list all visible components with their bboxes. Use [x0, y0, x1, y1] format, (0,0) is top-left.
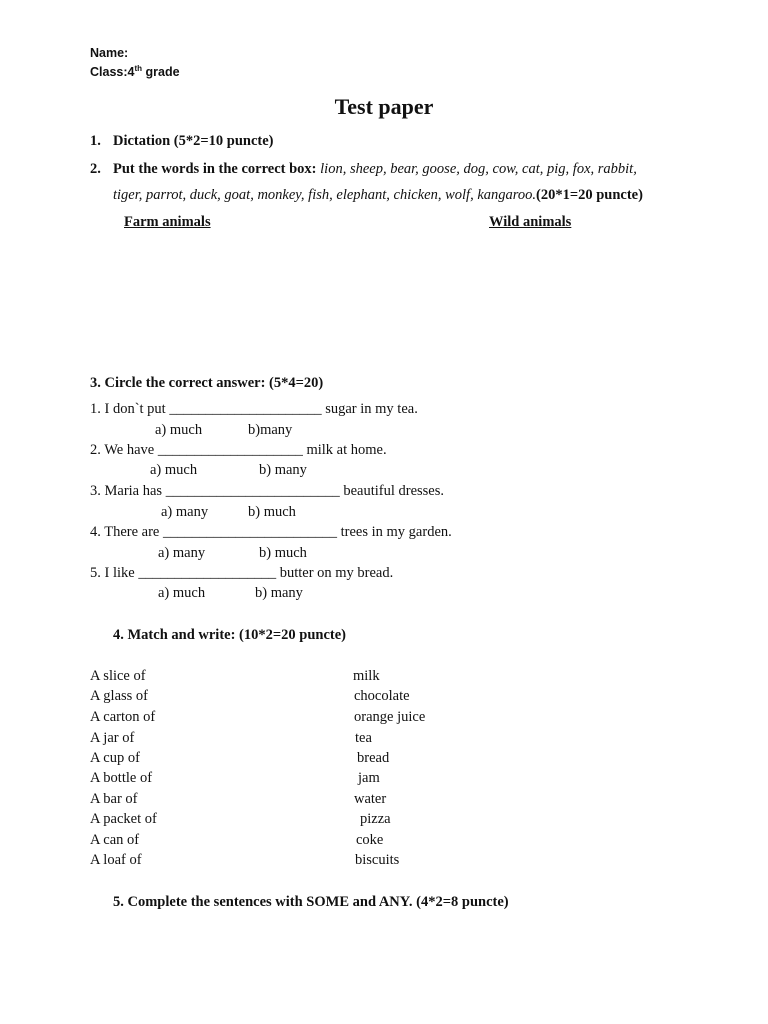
match-right-item: pizza: [360, 811, 391, 827]
section-2-line-2: [113, 187, 643, 204]
section-4-heading: 4. Match and write: (10*2=20 puncte): [113, 627, 346, 643]
section-2-line-1: [113, 161, 637, 178]
class-label: [90, 64, 180, 79]
question-3-option-b[interactable]: b) much: [248, 504, 296, 520]
section-2-points: (20*1=20 puncte): [535, 187, 643, 203]
question-4: 4. There are ________________________ trees in my garden.: [90, 524, 452, 540]
match-right-item: chocolate: [354, 688, 410, 704]
section-3-heading: 3. Circle the correct answer: (5*4=20): [90, 375, 324, 391]
match-left-item: A slice of: [90, 668, 146, 684]
match-right-item: tea: [355, 730, 372, 746]
question-5-option-a[interactable]: a) much: [158, 585, 206, 601]
match-left-item: A can of: [90, 832, 140, 848]
page-title: Test paper: [334, 94, 434, 119]
match-left-item: A glass of: [90, 688, 148, 704]
wild-animals-label: Wild animals: [489, 214, 572, 230]
section-2-heading: Put the words in the correct box:: [113, 161, 317, 177]
question-2-option-a[interactable]: a) much: [150, 462, 198, 478]
word-list-line-2: tiger, parrot, duck, goat, monkey, fish, elephant, chicken, wolf, kangaroo.: [113, 187, 536, 203]
question-1-option-b[interactable]: b)many: [248, 422, 293, 438]
question-1: 1. I don`t put _____________________ sugar in my tea.: [90, 401, 418, 417]
match-left-item: A loaf of: [90, 852, 142, 868]
section-2-number: 2.: [90, 161, 101, 177]
question-5-option-b[interactable]: b) many: [255, 585, 303, 601]
name-label: Name:: [90, 46, 129, 60]
class-suffix: grade: [142, 65, 180, 80]
question-4-option-b[interactable]: b) much: [259, 545, 307, 561]
question-1-option-a[interactable]: a) much: [155, 422, 203, 438]
question-4-option-a[interactable]: a) many: [158, 545, 206, 561]
section-1-text: Dictation (5*2=10 puncte): [113, 133, 274, 149]
match-right-item: coke: [356, 832, 384, 848]
match-right-item: milk: [353, 668, 380, 684]
question-2: 2. We have ____________________ milk at home.: [90, 442, 387, 458]
match-left-item: A carton of: [90, 709, 156, 725]
match-right-item: jam: [358, 770, 380, 786]
match-left-item: A bottle of: [90, 770, 153, 786]
match-left-item: A cup of: [90, 750, 140, 766]
match-left-item: A jar of: [90, 730, 135, 746]
question-3: 3. Maria has ________________________ beautiful dresses.: [90, 483, 444, 499]
question-2-option-b[interactable]: b) many: [259, 462, 307, 478]
section-5-heading: 5. Complete the sentences with SOME and ANY. (4*2=8 puncte): [113, 894, 509, 910]
match-left-item: A packet of: [90, 811, 157, 827]
match-right-item: orange juice: [354, 709, 426, 725]
match-right-item: biscuits: [355, 852, 400, 868]
match-right-item: water: [354, 791, 387, 807]
match-right-item: bread: [357, 750, 390, 766]
question-3-option-a[interactable]: a) many: [161, 504, 209, 520]
farm-animals-label: Farm animals: [124, 214, 211, 230]
class-prefix: Class:4: [90, 65, 135, 80]
match-left-item: A bar of: [90, 791, 138, 807]
question-5: 5. I like ___________________ butter on my bread.: [90, 565, 394, 581]
class-superscript: th: [134, 64, 143, 73]
word-list-line-1: lion, sheep, bear, goose, dog, cow, cat, pig, fox, rabbit,: [316, 161, 637, 177]
section-1-number: 1.: [90, 133, 101, 149]
